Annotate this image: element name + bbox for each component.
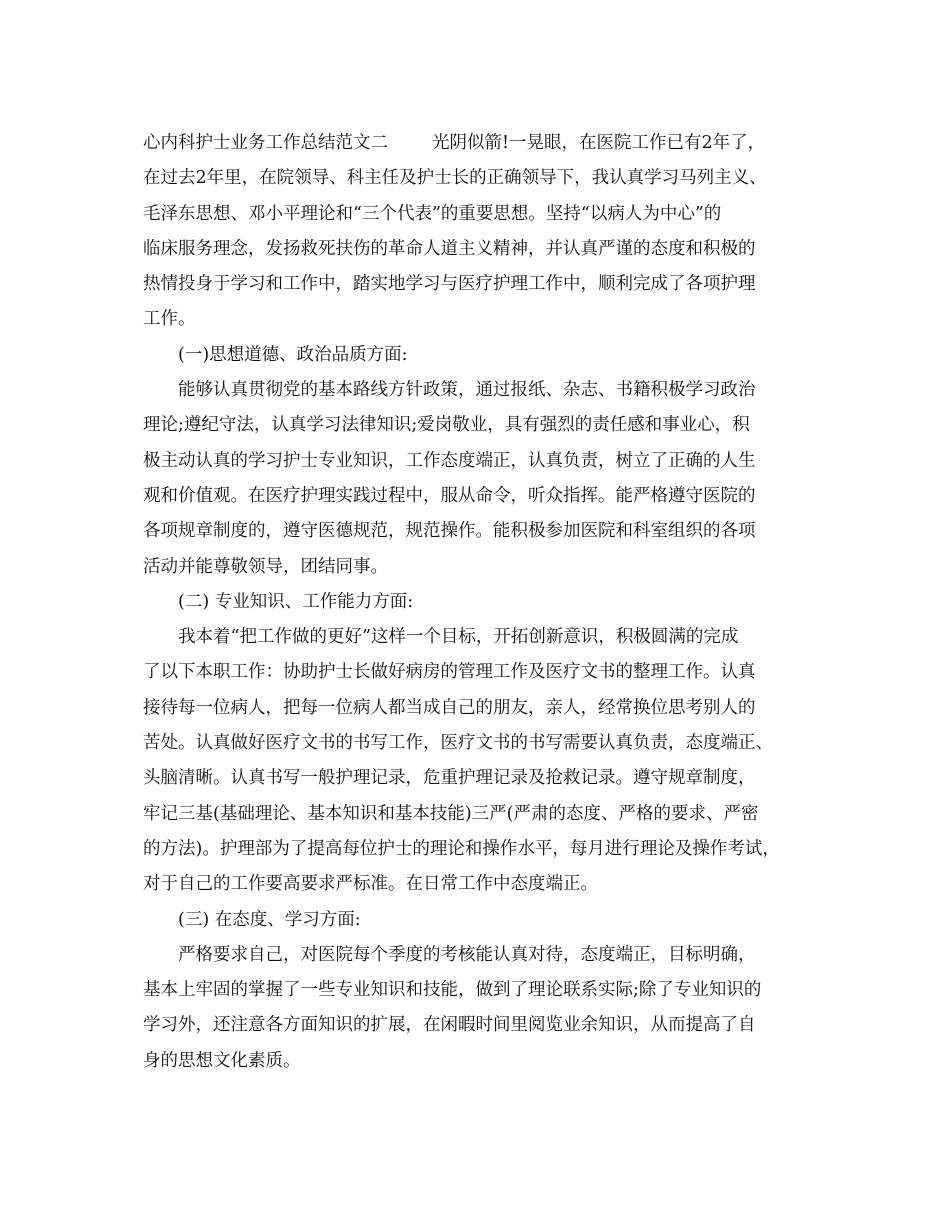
text-line-segment: 光阴似箭!一晃眼，在医院工作已有2年了， — [432, 133, 766, 153]
text-line — [143, 126, 815, 161]
text-line: 苦处。认真做好医疗文书的书写工作，医疗文书的书写需要认真负责，态度端正、 — [143, 733, 773, 754]
document-body — [143, 126, 815, 1079]
text-line: 牢记三基(基础理论、基本知识和基本技能)三严(严肃的态度、严格的要求、严密 — [143, 803, 759, 824]
text-line: 基本上牢固的掌握了一些专业知识和技能，做到了理论联系实际;除了专业知识的 — [143, 980, 762, 1001]
text-line: 观和价值观。在医疗护理实践过程中，服从命令，听众指挥。能严格遵守医院的 — [143, 485, 756, 506]
text-line: 的方法)。护理部为了提高每位护士的理论和操作水平，每月进行理论及操作考试， — [143, 838, 780, 859]
paragraph-section-3 — [143, 938, 815, 1079]
section-heading-1 — [143, 338, 815, 373]
text-line: 了以下本职工作：协助护士长做好病房的管理工作及医疗文书的整理工作。认真 — [143, 662, 756, 683]
text-line: 能够认真贯彻党的基本路线方针政策，通过报纸、杂志、书籍积极学习政治 — [178, 380, 756, 401]
section-heading-3 — [143, 903, 815, 938]
document-title: 心内科护士业务工作总结范文二 — [143, 133, 388, 153]
paragraph-intro — [143, 126, 815, 338]
text-line: 我本着“把工作做的更好”这样一个目标，开拓创新意识，积极圆满的完成 — [178, 627, 739, 648]
text-line: 临床服务理念，发扬救死扶伤的革命人道主义精神，并认真严谨的态度和积极的 — [143, 238, 756, 259]
text-line: 极主动认真的学习护士专业知识，工作态度端正，认真负责，树立了正确的人生 — [143, 450, 756, 471]
text-line: 热情投身于学习和工作中，踏实地学习与医疗护理工作中，顺利完成了各项护理 — [143, 274, 756, 295]
paragraph-section-2 — [143, 620, 815, 902]
text-line: 接待每一位病人，把每一位病人都当成自己的朋友，亲人，经常换位思考别人的 — [143, 697, 756, 718]
text-line: 身的思想文化素质。 — [143, 1050, 301, 1071]
heading-text: (二) 专业知识、工作能力方面: — [178, 591, 414, 612]
heading-text: (一)思想道德、政治品质方面: — [178, 344, 408, 365]
text-line: 工作。 — [143, 309, 196, 330]
text-line: 毛泽东思想、邓小平理论和“三个代表”的重要思想。坚持“以病人为中心”的 — [143, 203, 722, 224]
heading-text: (三) 在态度、学习方面: — [178, 909, 361, 930]
text-line: 在过去2年里，在院领导、科主任及护士长的正确领导下，我认真学习马列主义、 — [143, 168, 767, 189]
paragraph-section-1 — [143, 373, 815, 585]
text-line: 严格要求自己，对医院每个季度的考核能认真对待，态度端正，目标明确， — [178, 944, 756, 965]
text-line: 理论;遵纪守法，认真学习法律知识;爱岗敬业，具有强烈的责任感和事业心，积 — [143, 415, 750, 436]
section-heading-2 — [143, 585, 815, 620]
text-line: 头脑清晰。认真书写一般护理记录，危重护理记录及抢救记录。遵守规章制度， — [143, 768, 756, 789]
text-line: 各项规章制度的，遵守医德规范，规范操作。能积极参加医院和科室组织的各项 — [143, 521, 756, 542]
text-line: 活动并能尊敬领导，团结同事。 — [143, 556, 388, 577]
text-line: 对于自己的工作要高要求严标准。在日常工作中态度端正。 — [143, 874, 598, 895]
text-line: 学习外，还注意各方面知识的扩展，在闲暇时间里阅览业余知识，从而提高了自 — [143, 1015, 756, 1036]
